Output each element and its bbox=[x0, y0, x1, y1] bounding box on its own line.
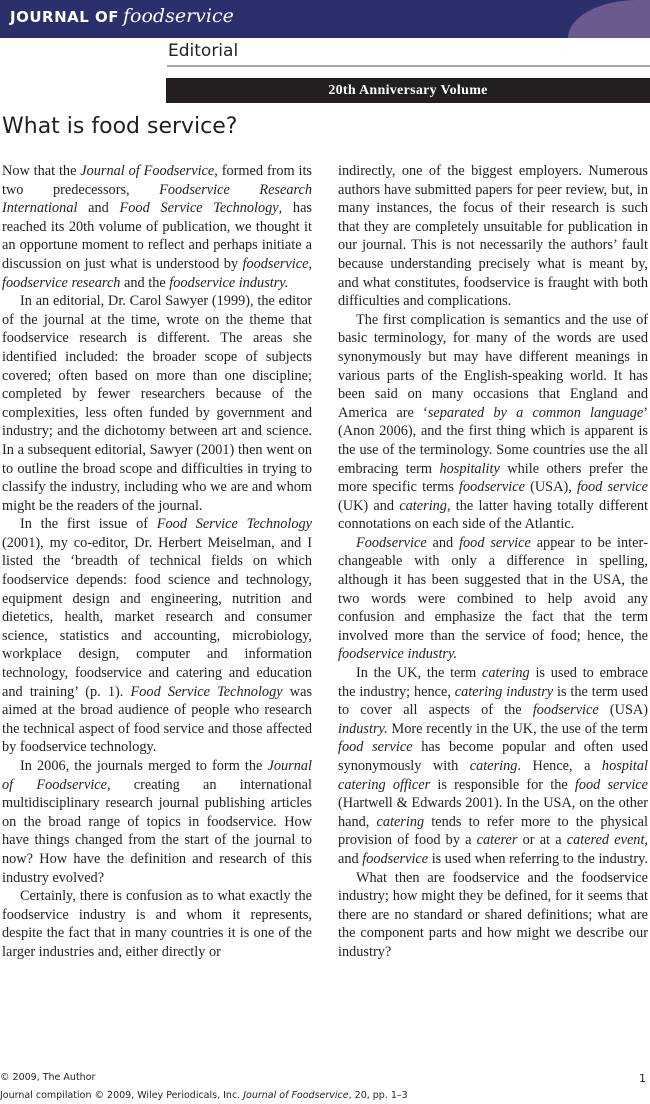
text-run: or at a bbox=[517, 832, 567, 849]
text-run: . Hence, a bbox=[517, 758, 602, 774]
italic-run: catering bbox=[482, 665, 530, 682]
text-run: and the bbox=[120, 274, 170, 291]
italic-run: hospitality bbox=[439, 460, 500, 477]
text-run: is responsible for the bbox=[430, 776, 575, 793]
journal-compilation-notice bbox=[0, 1090, 408, 1101]
italic-run: foodservice bbox=[362, 850, 429, 867]
paragraph bbox=[2, 515, 312, 757]
italic-run: Journal of Foodservice bbox=[80, 163, 215, 179]
journal-logo bbox=[10, 5, 234, 27]
italic-run: catering bbox=[469, 758, 518, 774]
italic-run: catering, bbox=[399, 497, 451, 514]
compilation-suffix: , 20, pp. 1–3 bbox=[348, 1090, 408, 1101]
paragraph bbox=[338, 869, 648, 962]
section-label: Editorial bbox=[168, 41, 239, 61]
italic-run: foodservice bbox=[459, 479, 525, 496]
italic-run: foodservice industry. bbox=[169, 274, 289, 291]
text-run: (UK) and bbox=[338, 497, 400, 514]
italic-run: food service bbox=[576, 479, 648, 496]
text-run: In the first issue of bbox=[20, 516, 157, 533]
copyright-notice: © 2009, The Author bbox=[0, 1072, 96, 1083]
paragraph bbox=[2, 757, 312, 887]
text-run: ’ (Anon 2006), and the first thing which is apparent is the use of the terminology. Some countries use the all embracing term bbox=[338, 404, 648, 477]
italic-run: Food Service Technology bbox=[130, 683, 283, 700]
text-run: , has reached its 20th volume of publication, we thought it an opportune moment to reflect and perhaps initiate a discussion on just what is understood by bbox=[2, 200, 312, 272]
journal-header-band bbox=[0, 0, 650, 38]
italic-run: foodservice research bbox=[2, 274, 121, 291]
text-run: is the term used to cover all aspects of the bbox=[338, 683, 648, 719]
italic-run: caterer bbox=[476, 832, 518, 849]
paragraph bbox=[338, 311, 648, 534]
italic-run: catering industry bbox=[454, 683, 554, 700]
italic-run: hospital catering officer bbox=[338, 758, 648, 793]
section-divider bbox=[167, 65, 650, 67]
italic-run: foodservice bbox=[532, 702, 599, 719]
journal-logo-caps: JOURNAL OF bbox=[10, 8, 120, 26]
text-run: was aimed at the broad audience of people who research the technical aspect of food service and those affected by foodservice technology. bbox=[2, 683, 313, 756]
paragraph bbox=[338, 534, 648, 664]
text-run: has become popular and often used synonymously with bbox=[338, 739, 648, 774]
text-run: , formed from its two predecessors, bbox=[2, 163, 312, 198]
italic-run: foodservice industry. bbox=[338, 646, 458, 663]
text-run: is used to embrace the industry; hence, bbox=[338, 665, 648, 700]
right-column bbox=[338, 162, 648, 962]
text-run: and bbox=[426, 534, 460, 551]
italic-run: Journal of Foodservice, bbox=[2, 758, 312, 793]
text-run: The first complication is semantics and the use of basic terminology, for many of the words are used synonymously but may have different meanings in various parts of the English-speaking world. It has been said on many occasions that England and America are ‘ bbox=[338, 311, 648, 421]
italic-run: catered event bbox=[566, 832, 645, 849]
paragraph bbox=[2, 162, 312, 292]
italic-run: Foodservice Research International bbox=[2, 181, 312, 217]
text-run: creating an international multidisciplinary research journal publishing articles on the broad range of topics in foodservice. How have things changed from the start of the journal to now? How have the definition and research of this industry evolved? bbox=[2, 776, 312, 886]
left-column bbox=[2, 162, 312, 962]
text-run: More recently in the UK, the use of the term bbox=[387, 720, 648, 737]
paragraph bbox=[338, 664, 648, 869]
italic-run: catering bbox=[376, 813, 425, 830]
text-run: is used when referring to the industry. bbox=[428, 850, 648, 867]
italic-run: separated by a common language bbox=[427, 404, 644, 421]
text-run: tends to refer more to the physical provision of food by a bbox=[338, 813, 648, 849]
text-run: (USA), bbox=[524, 479, 577, 496]
text-run: indirectly, one of the biggest employers. Numerous authors have submitted papers for peer review, but, in many instances, the focus of their research is such that they are completely unsuitable for publication in our journal. This is not necessarily the authors’ fault because understanding precisely what is meant by, and what constitutes, foodservice is fraught with both difficulties and complications. bbox=[338, 163, 648, 310]
text-run: (Hartwell & Edwards 2001). In the USA, on the other hand, bbox=[338, 795, 648, 830]
text-run: , bbox=[308, 255, 312, 272]
text-run: What then are foodservice and the foodservice industry; how might they be defined, for it seems that there are no standard or shared definitions; what are the component parts and how might we describe our industry? bbox=[338, 869, 648, 960]
anniversary-banner: 20th Anniversary Volume bbox=[166, 78, 650, 103]
text-run: while others prefer the more specific terms bbox=[338, 460, 648, 496]
text-run: In an editorial, Dr. Carol Sawyer (1999), the editor of the journal at the time, wrote on the theme that foodservice research is different. The areas she identified included: the broader scope of subjects covered; often based on more than one discipline; completed by fewer researchers because of the complexities, less often funded by government and industry; and the dichotomy between art and science. In a subsequent editorial, Sawyer (2001) then went on to outline the broad scope and difficulties in trying to classify the industry, including who we are and whom might be the readers of the journal. bbox=[2, 293, 312, 514]
article-title: What is food service? bbox=[2, 114, 238, 139]
header-accent-shape bbox=[568, 0, 650, 38]
compilation-journal: Journal of Foodservice bbox=[243, 1090, 349, 1101]
text-run: Certainly, there is confusion as to what exactly the foodservice industry is and whom it represents, despite the fact that in many countries it is one of the larger industries and, either directly or bbox=[2, 888, 312, 960]
text-run: , and bbox=[338, 832, 648, 867]
text-run: appear to be interchangeable with only a difference in spelling, although it has been suggested that in the USA, the two words were combined to help avoid any confusion and emphasize the fact that the term involved more than the service of food; hence, the bbox=[338, 534, 648, 644]
text-run: In 2006, the journals merged to form the bbox=[20, 758, 268, 774]
text-run: and bbox=[77, 200, 120, 217]
italic-run: industry. bbox=[338, 720, 388, 737]
italic-run: food service bbox=[338, 739, 413, 756]
paragraph bbox=[2, 887, 312, 961]
text-run: (2001), my co-editor, Dr. Herbert Meiselman, and I listed the ‘breadth of technical fields on which foodservice depends: food science and technology, equipment design and engineering, nutrition and dietetics, health, market research and consumer science, statistics and accounting, microbiology, workplace design, computer and information technology, foodservice and catering and education and training’ (p. 1). bbox=[2, 534, 312, 700]
paragraph bbox=[2, 292, 312, 515]
journal-logo-script: foodservice bbox=[123, 5, 234, 27]
italic-run: food service bbox=[574, 776, 648, 793]
italic-run: food service bbox=[459, 534, 531, 551]
text-run: In the UK, the term bbox=[356, 665, 483, 682]
text-run: Now that the bbox=[2, 163, 81, 179]
italic-run: Foodservice bbox=[356, 534, 427, 551]
text-run: (USA) bbox=[598, 702, 649, 719]
italic-run: Food Service Technology bbox=[156, 516, 312, 533]
text-run: the latter having totally different connotations on each side of the Atlantic. bbox=[338, 497, 649, 533]
page-number: 1 bbox=[639, 1072, 646, 1085]
paragraph bbox=[338, 162, 648, 311]
italic-run: foodservice bbox=[242, 255, 309, 272]
compilation-prefix: Journal compilation © 2009, Wiley Periodicals, Inc. bbox=[0, 1090, 244, 1101]
italic-run: Food Service Technology bbox=[119, 200, 279, 217]
